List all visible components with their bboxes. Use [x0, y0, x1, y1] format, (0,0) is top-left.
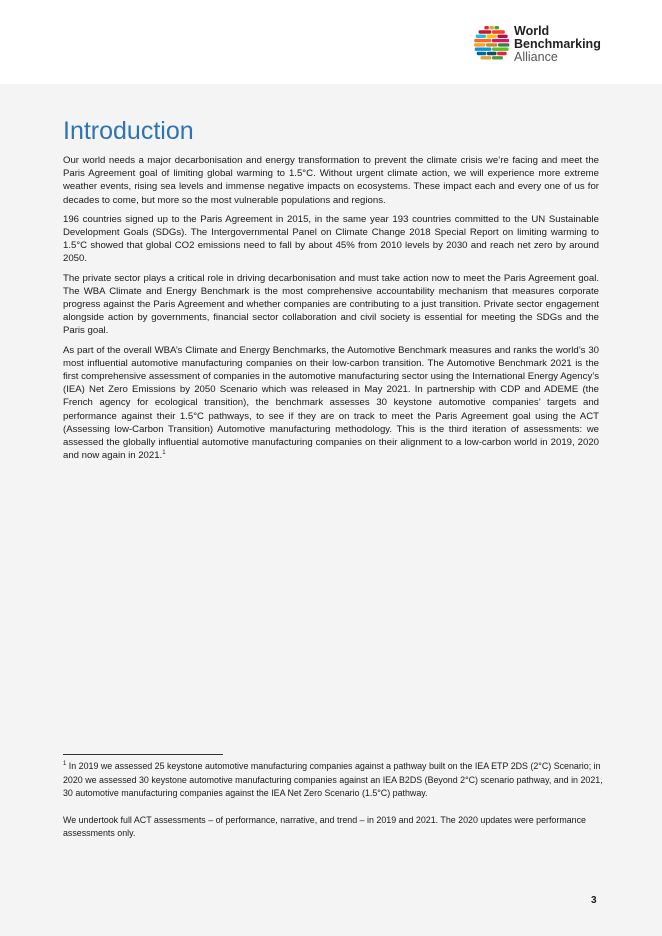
logo-bar [477, 52, 487, 55]
logo-bar [475, 48, 492, 51]
logo-bar [486, 43, 497, 46]
logo-bar [492, 39, 509, 42]
logo-bar [495, 26, 499, 29]
paragraph-3: The private sector plays a critical role in driving decarbonisation and must take action now to meet the Paris Agreement goal. The WBA Climate and Energy Benchmark is the most comprehensive accountability mechanism that measures corporate progress against the Paris Agreement and whether companies are contributing to a just transition. Private sector engagement alongside action by governments, financial sector collaboration and civil society is essential for meeting the SDGs and the Paris goal. [63, 272, 599, 337]
paragraph-4-text: As part of the overall WBA’s Climate and Energy Benchmarks, the Automotive Benchmark measures and ranks the world’s 30 most influential automotive manufacturing companies on their low-carbon transition. The Automotive Benchmark 2021 is the first comprehensive assessment of companies in the automotive manufacturing sector using the International Energy Agency’s (IEA) Net Zero Emissions by 2050 Scenario which was released in May 2021. In partnership with CDP and ADEME (the French agency for ecological transition), the benchmark assesses 30 keystone automotive companies’ targets and performance against their 1.5°C pathways, to see if they are on track to meet the Paris Agreement goal using the ACT (Assessing low-Carbon Transition) Automotive manufacturing methodology. This is the third iteration of assessments: we assessed the globally influential automotive manufacturing companies on their alignment to a low-carbon world in 2019, 2020 and now again in 2021. [63, 344, 599, 462]
logo-bar [480, 56, 491, 59]
page-title: Introduction [63, 117, 194, 145]
body-text [63, 154, 599, 468]
logo-bar [487, 52, 497, 55]
footnote-note-2: We undertook full ACT assessments – of performance, narrative, and trend – in 2019 and 2021. The 2020 updates were performance assessments only. [63, 814, 586, 838]
footnote-separator [63, 754, 223, 755]
logo-bar [484, 26, 488, 29]
logo-bar [497, 35, 507, 38]
logo-bar [492, 48, 509, 51]
wba-logo[interactable] [473, 24, 633, 64]
footnote-marker: 1 [63, 761, 67, 768]
logo-bar [479, 30, 492, 33]
paragraph-4 [63, 344, 599, 463]
page-header [0, 0, 662, 84]
paragraph-2: 196 countries signed up to the Paris Agreement in 2015, in the same year 193 countries committed to the UN Sustainable Development Goals (SDGs). The Intergovernmental Panel on Climate Change 2018 Special Report on limiting warming to 1.5°C showed that global CO2 emissions need to fall by about 45% from 2010 levels by 2030 and reach net zero by around 2050. [63, 213, 599, 265]
logo-text [514, 25, 601, 64]
logo-bar [498, 43, 509, 46]
paragraph-1: Our world needs a major decarbonisation and energy transformation to prevent the climate crisis we’re facing and meet the Paris Agreement goal of limiting global warming to 1.5°C. Without urgent climate action, we will experience more extreme weather events, rising sea levels and immense negative impacts on ecosystems. These impact each and every one of us for decades to come, but more so the most vulnerable populations and regions. [63, 155, 599, 206]
page-number: 3 [591, 895, 597, 906]
logo-bar [474, 39, 491, 42]
footnote-1 [63, 760, 603, 801]
logo-bar [489, 26, 493, 29]
footnote-1-text: In 2019 we assessed 25 keystone automotive manufacturing companies against a pathway built on the IEA ETP 2DS (2°C) Scenario; in 2020 we assessed 30 keystone automotive manufacturing companies against an IEA B2DS (Beyond 2°C) scenario pathway, and in 2021, 30 automotive manufacturing companies against the IEA Net Zero Scenario (1.5°C) pathway. [63, 761, 603, 798]
wba-logo-mark-icon [473, 24, 511, 64]
logo-bar [492, 30, 505, 33]
footnote-reference[interactable]: 1 [162, 450, 166, 457]
logo-bar [487, 35, 497, 38]
logo-line-2: Benchmarking [514, 37, 601, 51]
logo-bar [492, 56, 503, 59]
footnote [63, 760, 603, 841]
logo-line-1: World [514, 24, 550, 38]
logo-line-3: Alliance [514, 50, 558, 64]
logo-bar [497, 52, 507, 55]
logo-bar [474, 43, 485, 46]
logo-bar [476, 35, 486, 38]
